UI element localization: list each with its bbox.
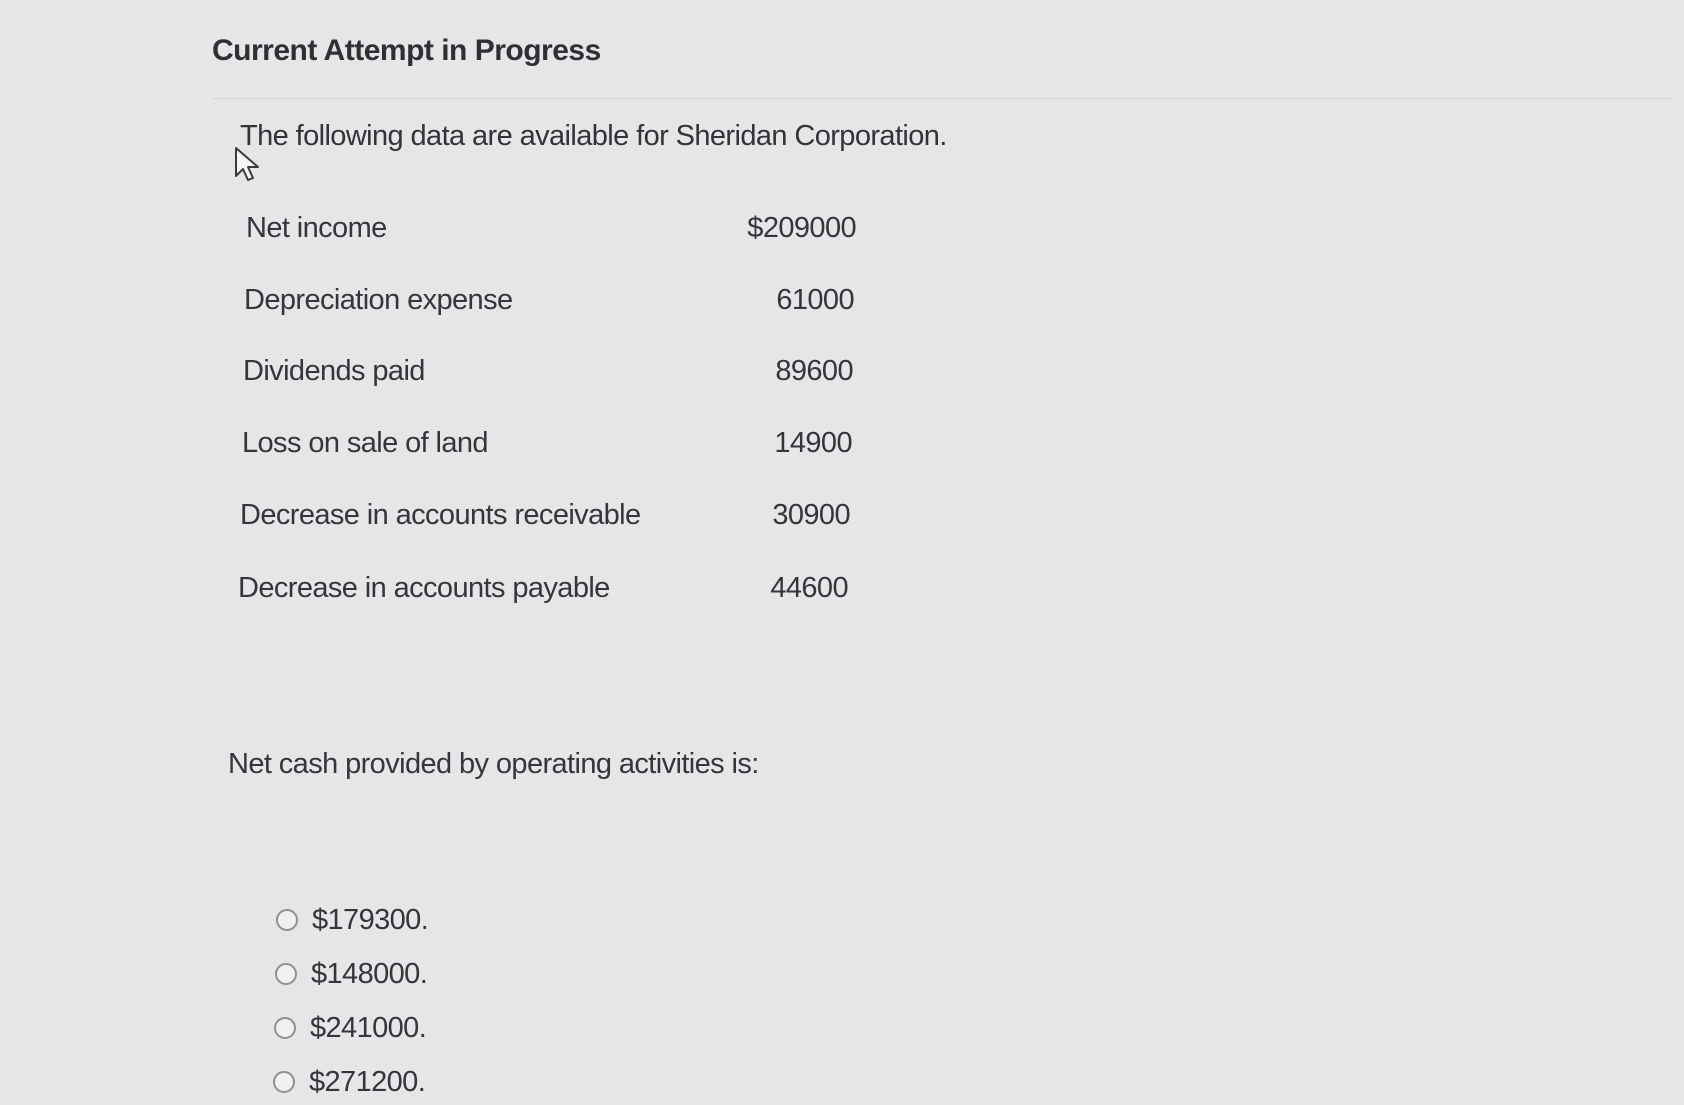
radio-button-icon[interactable] xyxy=(275,963,297,985)
option-label[interactable]: $271200. xyxy=(309,1065,426,1098)
radio-button-icon[interactable] xyxy=(276,909,298,931)
row-label: Decrease in accounts receivable xyxy=(240,499,641,531)
mouse-pointer-icon xyxy=(234,146,262,182)
table-row xyxy=(242,427,852,467)
option-label[interactable]: $148000. xyxy=(311,957,428,990)
table-row xyxy=(238,572,848,612)
row-value: 30900 xyxy=(772,499,850,531)
row-value: $209000 xyxy=(747,212,856,244)
row-value: 14900 xyxy=(774,427,852,459)
table-row xyxy=(243,355,853,395)
table-row xyxy=(246,212,856,252)
option-label[interactable]: $241000. xyxy=(310,1011,427,1044)
page-title: Current Attempt in Progress xyxy=(212,34,601,67)
row-value: 61000 xyxy=(776,284,854,316)
answer-option-3[interactable] xyxy=(274,1008,426,1048)
table-row xyxy=(244,284,854,324)
option-label[interactable]: $179300. xyxy=(312,903,429,936)
radio-button-icon[interactable] xyxy=(274,1017,296,1039)
row-label: Dividends paid xyxy=(243,355,425,387)
row-value: 44600 xyxy=(770,572,848,604)
row-label: Decrease in accounts payable xyxy=(238,572,610,604)
table-row xyxy=(240,499,850,539)
radio-button-icon[interactable] xyxy=(273,1071,295,1093)
row-label: Net income xyxy=(246,212,387,244)
answer-option-2[interactable] xyxy=(275,954,427,994)
answer-option-1[interactable] xyxy=(276,900,428,940)
question-intro: The following data are available for Sheridan Corporation. xyxy=(240,120,947,152)
question-prompt: Net cash provided by operating activities is: xyxy=(228,748,759,780)
header-divider xyxy=(212,98,1672,99)
answer-option-4[interactable] xyxy=(273,1062,425,1102)
row-value: 89600 xyxy=(775,355,853,387)
row-label: Loss on sale of land xyxy=(242,427,488,459)
row-label: Depreciation expense xyxy=(244,284,513,316)
